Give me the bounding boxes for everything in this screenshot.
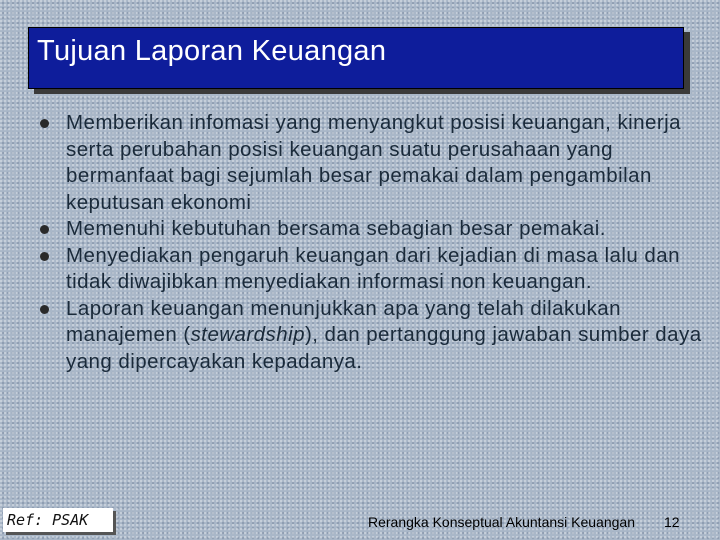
bullet-item: [40, 243, 710, 296]
bullet-dot-icon: [40, 305, 49, 314]
bullet-text: Memberikan infomasi yang menyangkut posisi keuangan, kinerja serta perubahan posisi keuangan suatu perusahaan yang bermanfaat bagi sejumlah besar pemakai dalam pengambilan keputusan ekonomi: [66, 111, 681, 214]
bullet-text: Menyediakan pengaruh keuangan dari kejadian di masa lalu dan tidak diwajibkan menyediakan informasi non keuangan.: [66, 243, 680, 293]
bullet-dot-icon: [40, 252, 49, 261]
reference-label: Ref: PSAK: [3, 508, 113, 532]
bullet-text: ), dan pertanggung jawaban sumber daya yang dipercayakan kepadanya.: [66, 323, 702, 373]
bullet-dot-icon: [40, 119, 49, 128]
bullet-item: [40, 296, 710, 376]
page-number: 12: [664, 514, 680, 530]
title-banner: [28, 27, 684, 89]
footer-caption: Rerangka Konseptual Akuntansi Keuangan: [368, 514, 635, 530]
bullet-dot-icon: [40, 225, 49, 234]
bullet-text-emphasis: stewardship: [190, 323, 305, 346]
bullet-text: Memenuhi kebutuhan bersama sebagian besar pemakai.: [66, 217, 606, 240]
bullet-list: [40, 110, 710, 375]
bullet-text: Laporan keuangan menunjukkan apa yang telah dilakukan manajemen (: [66, 296, 621, 346]
bullet-item: [40, 110, 710, 216]
slide-title: Tujuan Laporan Keuangan: [37, 35, 387, 67]
bullet-item: [40, 216, 710, 243]
